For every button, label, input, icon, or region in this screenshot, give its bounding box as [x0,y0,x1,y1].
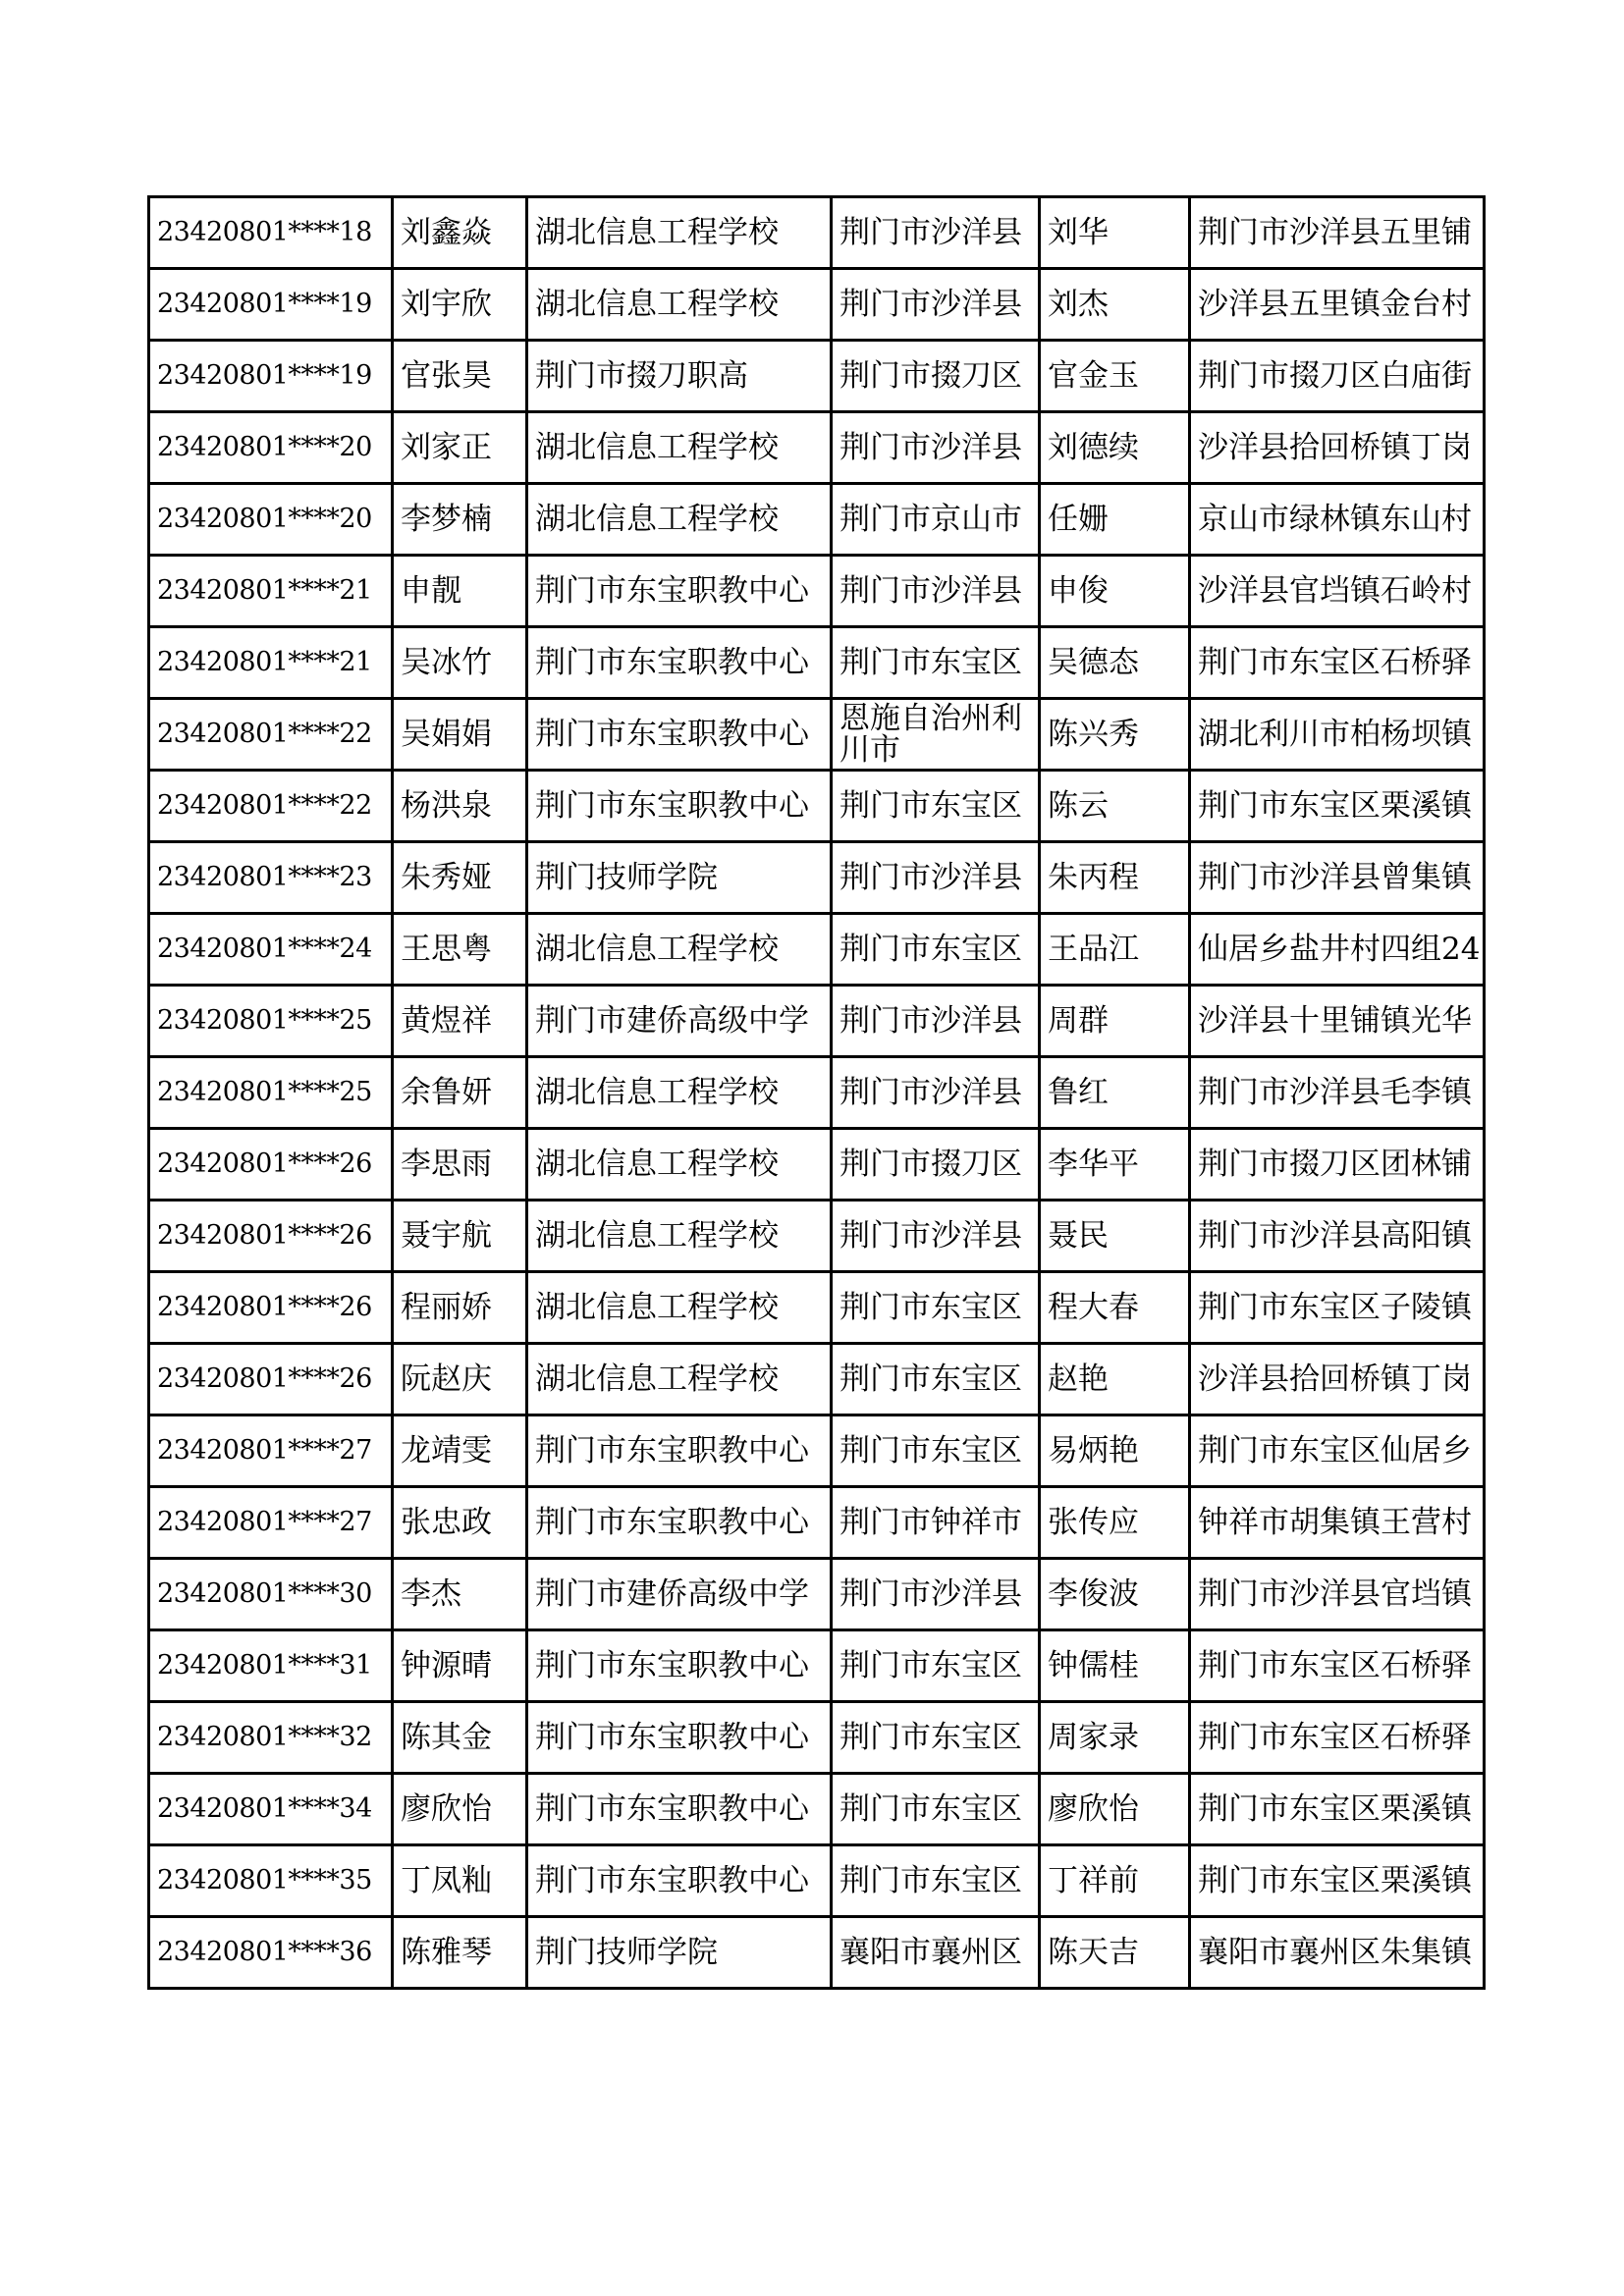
school-cell: 湖北信息工程学校 [527,914,832,986]
address-cell: 荆门市东宝区栗溪镇 [1190,1774,1485,1845]
guardian-name-cell: 李俊波 [1040,1559,1190,1630]
address-cell: 荆门市东宝区子陵镇 [1190,1272,1485,1344]
region-cell: 荆门市东宝区 [832,1845,1040,1917]
table-row [149,914,1485,986]
region-cell: 荆门市东宝区 [832,627,1040,699]
table-row [149,1630,1485,1702]
table-row [149,341,1485,412]
guardian-name-cell: 钟儒桂 [1040,1630,1190,1702]
guardian-name-cell: 聂民 [1040,1201,1190,1272]
address-cell: 荆门市东宝区栗溪镇 [1190,1845,1485,1917]
region-cell: 荆门市东宝区 [832,914,1040,986]
id-number-cell: 23420801****19 [149,269,393,341]
table-row [149,771,1485,842]
guardian-name-cell: 张传应 [1040,1487,1190,1559]
region-cell: 荆门市掇刀区 [832,341,1040,412]
address-cell: 荆门市东宝区石桥驿 [1190,1630,1485,1702]
school-cell: 荆门市东宝职教中心 [527,1774,832,1845]
id-number-cell: 23420801****21 [149,556,393,627]
id-number-cell: 23420801****20 [149,412,393,484]
id-number-cell: 23420801****26 [149,1344,393,1415]
table-row [149,1487,1485,1559]
address-cell: 沙洋县十里铺镇光华 [1190,986,1485,1057]
address-cell: 荆门市掇刀区团林铺 [1190,1129,1485,1201]
id-number-cell: 23420801****25 [149,1057,393,1129]
region-cell: 恩施自治州利川市 [832,699,1040,771]
id-number-cell: 23420801****20 [149,484,393,556]
student-name-cell: 朱秀娅 [393,842,527,914]
table-row [149,1201,1485,1272]
region-cell: 荆门市东宝区 [832,771,1040,842]
guardian-name-cell: 周群 [1040,986,1190,1057]
address-cell: 荆门市掇刀区白庙街 [1190,341,1485,412]
student-name-cell: 龙靖雯 [393,1415,527,1487]
id-number-cell: 23420801****22 [149,771,393,842]
school-cell: 湖北信息工程学校 [527,1344,832,1415]
student-name-cell: 吴娟娟 [393,699,527,771]
guardian-name-cell: 陈云 [1040,771,1190,842]
table-row [149,1129,1485,1201]
region-cell: 荆门市东宝区 [832,1344,1040,1415]
address-cell: 仙居乡盐井村四组24 [1190,914,1485,986]
region-cell: 荆门市掇刀区 [832,1129,1040,1201]
id-number-cell: 23420801****36 [149,1917,393,1989]
school-cell: 荆门市东宝职教中心 [527,556,832,627]
guardian-name-cell: 丁祥前 [1040,1845,1190,1917]
region-cell: 荆门市东宝区 [832,1774,1040,1845]
table-row [149,627,1485,699]
guardian-name-cell: 刘杰 [1040,269,1190,341]
school-cell: 荆门市东宝职教中心 [527,1845,832,1917]
table-row [149,842,1485,914]
guardian-name-cell: 王品江 [1040,914,1190,986]
region-cell: 荆门市东宝区 [832,1272,1040,1344]
address-cell: 襄阳市襄州区朱集镇 [1190,1917,1485,1989]
student-name-cell: 陈其金 [393,1702,527,1774]
student-name-cell: 丁凤籼 [393,1845,527,1917]
school-cell: 荆门技师学院 [527,842,832,914]
id-number-cell: 23420801****30 [149,1559,393,1630]
id-number-cell: 23420801****35 [149,1845,393,1917]
address-cell: 荆门市东宝区石桥驿 [1190,627,1485,699]
student-name-cell: 黄煜祥 [393,986,527,1057]
student-table [147,195,1486,1990]
address-cell: 沙洋县拾回桥镇丁岗 [1190,412,1485,484]
student-name-cell: 余鲁妍 [393,1057,527,1129]
region-cell: 荆门市沙洋县 [832,197,1040,269]
address-cell: 荆门市沙洋县官垱镇 [1190,1559,1485,1630]
table-row [149,269,1485,341]
school-cell: 湖北信息工程学校 [527,1057,832,1129]
guardian-name-cell: 鲁红 [1040,1057,1190,1129]
region-cell: 荆门市沙洋县 [832,269,1040,341]
region-cell: 荆门市沙洋县 [832,556,1040,627]
region-cell: 荆门市钟祥市 [832,1487,1040,1559]
table-row [149,1917,1485,1989]
student-name-cell: 廖欣怡 [393,1774,527,1845]
guardian-name-cell: 刘华 [1040,197,1190,269]
guardian-name-cell: 吴德态 [1040,627,1190,699]
guardian-name-cell: 朱丙程 [1040,842,1190,914]
address-cell: 荆门市沙洋县高阳镇 [1190,1201,1485,1272]
student-name-cell: 李梦楠 [393,484,527,556]
id-number-cell: 23420801****32 [149,1702,393,1774]
school-cell: 湖北信息工程学校 [527,412,832,484]
id-number-cell: 23420801****31 [149,1630,393,1702]
address-cell: 荆门市东宝区栗溪镇 [1190,771,1485,842]
student-name-cell: 刘宇欣 [393,269,527,341]
student-name-cell: 申靓 [393,556,527,627]
guardian-name-cell: 申俊 [1040,556,1190,627]
guardian-name-cell: 廖欣怡 [1040,1774,1190,1845]
address-cell: 荆门市东宝区仙居乡 [1190,1415,1485,1487]
region-cell: 荆门市沙洋县 [832,842,1040,914]
guardian-name-cell: 赵艳 [1040,1344,1190,1415]
student-name-cell: 吴冰竹 [393,627,527,699]
id-number-cell: 23420801****22 [149,699,393,771]
id-number-cell: 23420801****18 [149,197,393,269]
school-cell: 荆门市建侨高级中学 [527,986,832,1057]
school-cell: 荆门市东宝职教中心 [527,1487,832,1559]
id-number-cell: 23420801****19 [149,341,393,412]
region-cell: 荆门市东宝区 [832,1702,1040,1774]
guardian-name-cell: 官金玉 [1040,341,1190,412]
guardian-name-cell: 刘德续 [1040,412,1190,484]
school-cell: 湖北信息工程学校 [527,197,832,269]
guardian-name-cell: 易炳艳 [1040,1415,1190,1487]
table-row [149,1702,1485,1774]
region-cell: 荆门市沙洋县 [832,412,1040,484]
table-row [149,197,1485,269]
student-name-cell: 李思雨 [393,1129,527,1201]
guardian-name-cell: 陈兴秀 [1040,699,1190,771]
table-row [149,556,1485,627]
school-cell: 荆门市东宝职教中心 [527,699,832,771]
table-row [149,412,1485,484]
school-cell: 荆门市东宝职教中心 [527,1630,832,1702]
region-cell: 荆门市沙洋县 [832,1057,1040,1129]
address-cell: 荆门市东宝区石桥驿 [1190,1702,1485,1774]
guardian-name-cell: 陈天吉 [1040,1917,1190,1989]
school-cell: 荆门市东宝职教中心 [527,1702,832,1774]
id-number-cell: 23420801****34 [149,1774,393,1845]
region-cell: 荆门市沙洋县 [832,986,1040,1057]
guardian-name-cell: 周家录 [1040,1702,1190,1774]
address-cell: 钟祥市胡集镇王营村 [1190,1487,1485,1559]
table-row [149,1415,1485,1487]
school-cell: 湖北信息工程学校 [527,1272,832,1344]
guardian-name-cell: 李华平 [1040,1129,1190,1201]
id-number-cell: 23420801****27 [149,1415,393,1487]
school-cell: 荆门市东宝职教中心 [527,1415,832,1487]
table-row [149,1845,1485,1917]
school-cell: 荆门市东宝职教中心 [527,771,832,842]
student-name-cell: 阮赵庆 [393,1344,527,1415]
region-cell: 荆门市东宝区 [832,1630,1040,1702]
table-row [149,699,1485,771]
address-cell: 荆门市沙洋县曾集镇 [1190,842,1485,914]
school-cell: 湖北信息工程学校 [527,484,832,556]
school-cell: 荆门市掇刀职高 [527,341,832,412]
id-number-cell: 23420801****26 [149,1129,393,1201]
student-name-cell: 刘鑫焱 [393,197,527,269]
student-name-cell: 李杰 [393,1559,527,1630]
student-name-cell: 杨洪泉 [393,771,527,842]
school-cell: 湖北信息工程学校 [527,1129,832,1201]
id-number-cell: 23420801****25 [149,986,393,1057]
school-cell: 荆门市东宝职教中心 [527,627,832,699]
school-cell: 湖北信息工程学校 [527,1201,832,1272]
student-name-cell: 陈雅琴 [393,1917,527,1989]
address-cell: 荆门市沙洋县毛李镇 [1190,1057,1485,1129]
table-row [149,484,1485,556]
address-cell: 沙洋县官垱镇石岭村 [1190,556,1485,627]
id-number-cell: 23420801****26 [149,1201,393,1272]
school-cell: 湖北信息工程学校 [527,269,832,341]
table-row [149,1057,1485,1129]
student-name-cell: 王思粤 [393,914,527,986]
table-row [149,1559,1485,1630]
id-number-cell: 23420801****26 [149,1272,393,1344]
student-name-cell: 官张昊 [393,341,527,412]
id-number-cell: 23420801****23 [149,842,393,914]
student-name-cell: 刘家正 [393,412,527,484]
region-cell: 荆门市东宝区 [832,1415,1040,1487]
address-cell: 京山市绿林镇东山村 [1190,484,1485,556]
table-body [149,197,1485,1989]
table-row [149,1272,1485,1344]
address-cell: 沙洋县五里镇金台村 [1190,269,1485,341]
student-name-cell: 钟源晴 [393,1630,527,1702]
region-cell: 荆门市京山市 [832,484,1040,556]
address-cell: 湖北利川市柏杨坝镇 [1190,699,1485,771]
guardian-name-cell: 任姗 [1040,484,1190,556]
region-cell: 荆门市沙洋县 [832,1559,1040,1630]
student-name-cell: 程丽娇 [393,1272,527,1344]
region-cell: 荆门市沙洋县 [832,1201,1040,1272]
address-cell: 沙洋县拾回桥镇丁岗 [1190,1344,1485,1415]
address-cell: 荆门市沙洋县五里铺 [1190,197,1485,269]
student-name-cell: 张忠政 [393,1487,527,1559]
guardian-name-cell: 程大春 [1040,1272,1190,1344]
table-row [149,1344,1485,1415]
region-cell: 襄阳市襄州区 [832,1917,1040,1989]
table-row [149,1774,1485,1845]
id-number-cell: 23420801****27 [149,1487,393,1559]
student-name-cell: 聂宇航 [393,1201,527,1272]
school-cell: 荆门市建侨高级中学 [527,1559,832,1630]
table-row [149,986,1485,1057]
id-number-cell: 23420801****24 [149,914,393,986]
school-cell: 荆门技师学院 [527,1917,832,1989]
id-number-cell: 23420801****21 [149,627,393,699]
